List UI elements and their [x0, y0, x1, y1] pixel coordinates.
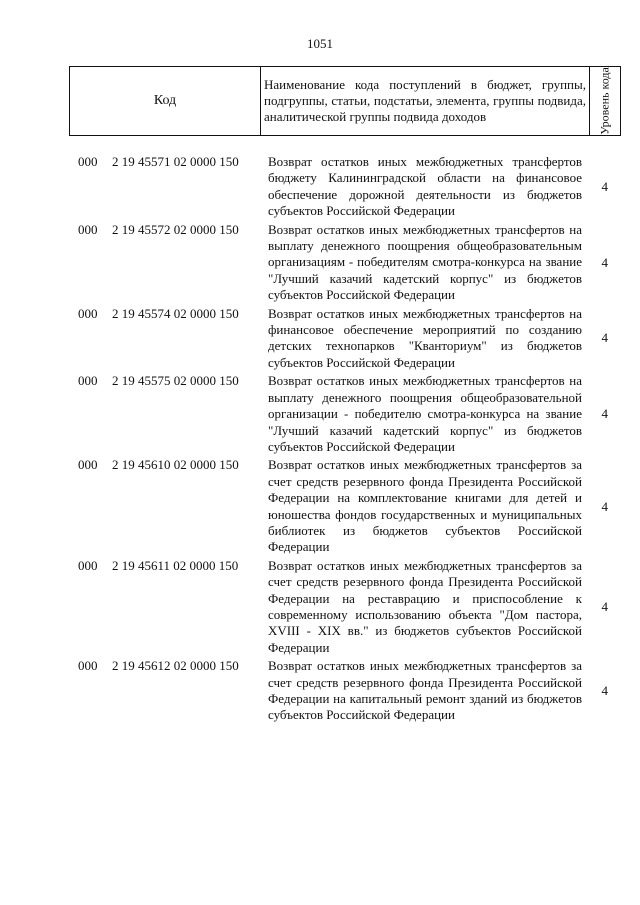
admin-code: 000 [78, 457, 98, 473]
revenue-code: 2 19 45572 02 0000 150 [112, 221, 239, 237]
revenue-name: Возврат остатков иных межбюджетных трансфертов за счет средств резервного фонда Президента Российской Федерации на комплектование книгами для детей и юношества фондов государственных и муниципальных библиотек из бюджетов субъектов Российской Федерации [268, 457, 582, 555]
table-row [78, 222, 618, 304]
header-code-cell: Код [70, 67, 261, 136]
revenue-name: Возврат остатков иных межбюджетных трансфертов за счет средств резервного фонда Президента Российской Федерации на капитальный ремонт зданий из бюджетов субъектов Российской Федерации [268, 658, 582, 723]
code-level: 4 [601, 178, 608, 194]
code-list [78, 154, 618, 726]
revenue-code: 2 19 45610 02 0000 150 [112, 457, 239, 473]
page-number: 1051 [307, 36, 333, 51]
header-table [69, 66, 621, 136]
table-row [78, 558, 618, 656]
table-row [78, 457, 618, 555]
revenue-code: 2 19 45574 02 0000 150 [112, 305, 239, 321]
admin-code: 000 [78, 557, 98, 573]
revenue-name: Возврат остатков иных межбюджетных трансфертов на выплату денежного поощрения общеобразовательной организации - победителю смотра-конкурса на звание "Лучший казачий кадетский корпус" из бюджетов субъектов Российской Федерации [268, 373, 582, 454]
table-row [78, 306, 618, 372]
header-name-cell: Наименование кода поступлений в бюджет, группы, подгруппы, статьи, подстатьи, элемента, группы подвида, аналитической группы подвида доходов [261, 67, 590, 136]
table-row [78, 373, 618, 455]
admin-code: 000 [78, 373, 98, 389]
code-level: 4 [601, 330, 608, 346]
revenue-code: 2 19 45611 02 0000 150 [112, 557, 239, 573]
admin-code: 000 [78, 154, 98, 169]
table-row [78, 154, 618, 220]
revenue-code: 2 19 45575 02 0000 150 [112, 373, 239, 389]
table-row [78, 658, 618, 724]
revenue-code: 2 19 45612 02 0000 150 [112, 658, 239, 674]
revenue-name: Возврат остатков иных межбюджетных трансфертов на выплату денежного поощрения общеобразовательным организациям - победителям смотра-конкурса на звание "Лучший казачий кадетский корпус" из бюджетов субъектов Российской Федерации [268, 221, 582, 303]
admin-code: 000 [78, 221, 98, 237]
header-level-cell [590, 67, 621, 136]
code-level: 4 [601, 598, 608, 614]
header-row [70, 67, 621, 136]
code-level: 4 [601, 406, 608, 422]
revenue-name: Возврат остатков иных межбюджетных трансфертов бюджету Калининградской области на финансовое обеспечение дорожной деятельности из бюджетов субъектов Российской Федерации [268, 154, 582, 219]
code-level: 4 [601, 254, 608, 270]
admin-code: 000 [78, 658, 98, 674]
header-level-label: Уровень кода [597, 67, 612, 135]
code-level: 4 [601, 498, 608, 514]
revenue-name: Возврат остатков иных межбюджетных трансфертов на финансовое обеспечение мероприятий по созданию детских технопарков "Кванториум" из бюджетов субъектов Российской Федерации [268, 305, 582, 370]
code-level: 4 [601, 683, 608, 698]
admin-code: 000 [78, 305, 98, 321]
revenue-code: 2 19 45571 02 0000 150 [112, 154, 239, 169]
revenue-name: Возврат остатков иных межбюджетных трансфертов за счет средств резервного фонда Президента Российской Федерации на реставрацию и приспособление к современному использованию объекта "Дом пастора, XVIII - XIX вв." из бюджетов субъектов Российской Федерации [268, 557, 582, 655]
